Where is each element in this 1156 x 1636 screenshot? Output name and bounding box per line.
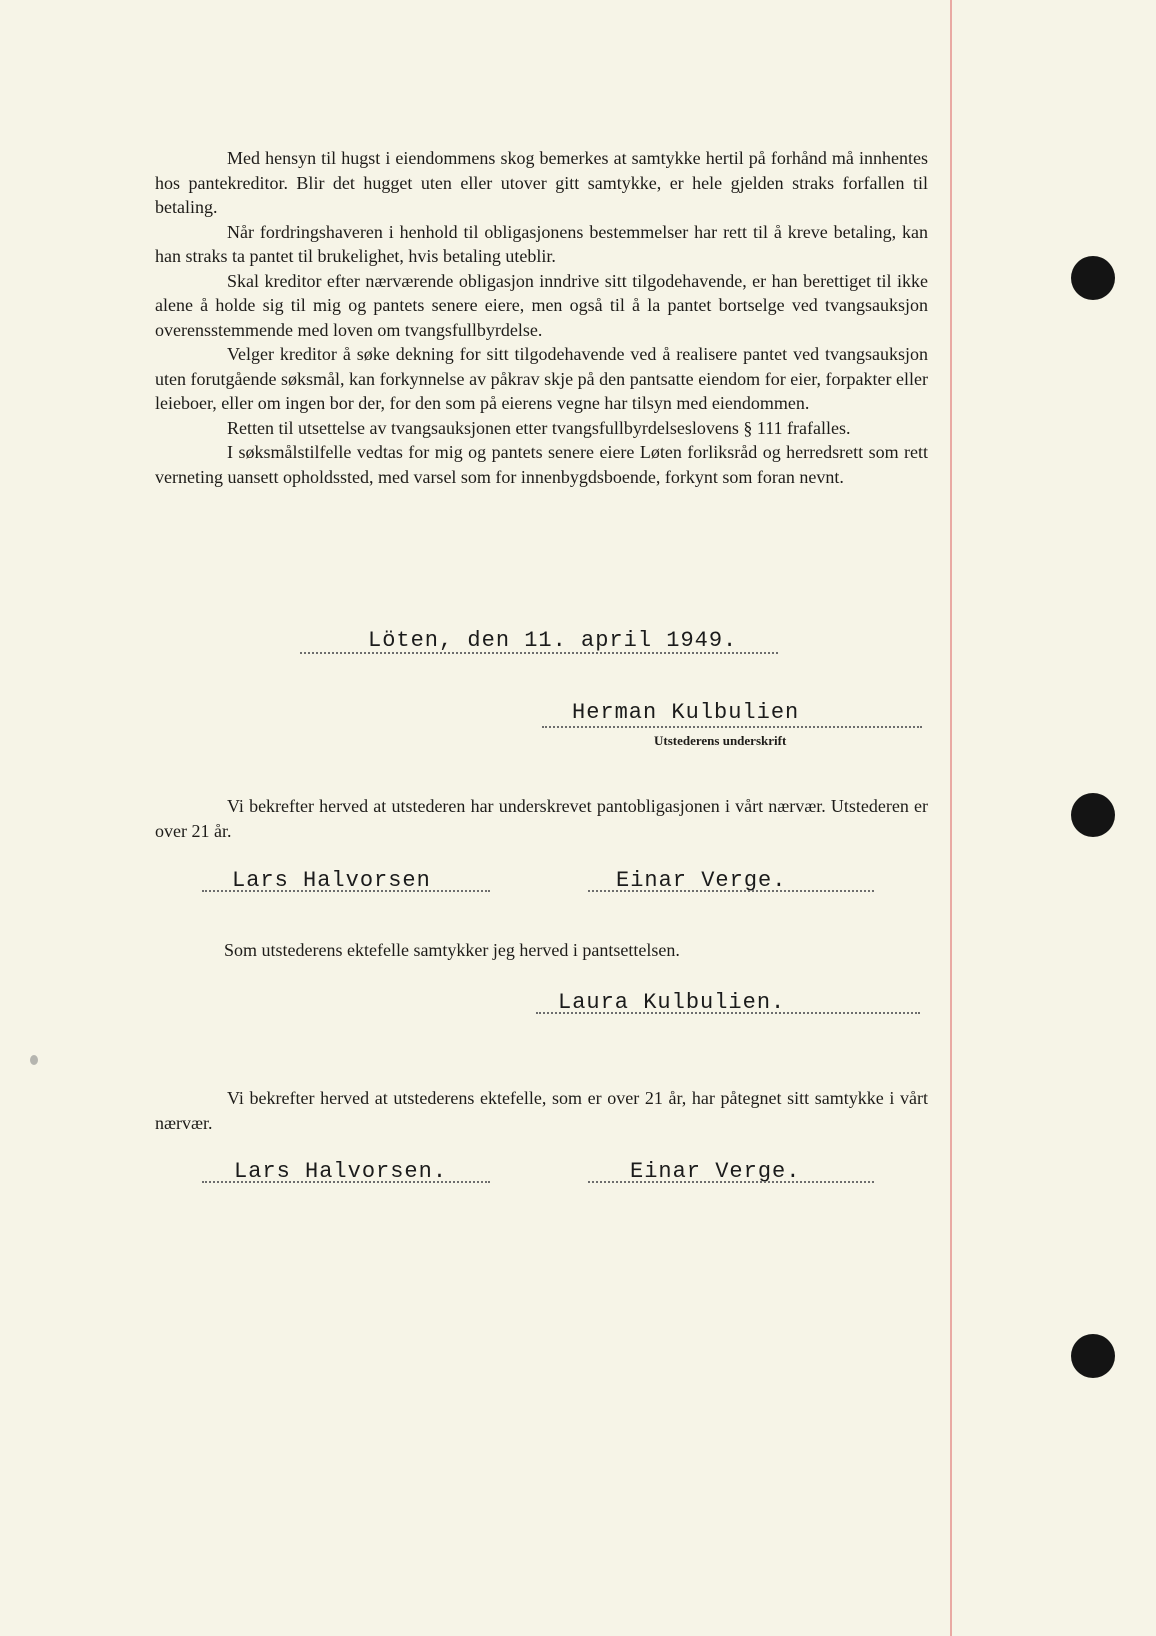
paragraph-postponement: Retten til utsettelse av tvangsauksjonen etter tvangsfullbyrdelseslovens § 111 frafalles. (227, 417, 851, 438)
spouse-witness-statement: Vi bekrefter herved at utstederens ektefelle, som er over 21 år, har påtegnet sitt samtykke i vårt nærvær. (155, 1088, 928, 1133)
red-margin-line (950, 0, 952, 1636)
witness-statement: Vi bekrefter herved at utstederen har underskrevet pantobligasjonen i vårt nærvær. Utstederen er over 21 år. (155, 796, 928, 841)
spouse-signature-line (536, 1012, 920, 1014)
ink-smudge (30, 1055, 38, 1065)
issuer-signature: Herman Kulbulien (572, 700, 800, 725)
witness-line-1 (202, 890, 490, 892)
spouse-signature: Laura Kulbulien. (558, 990, 786, 1015)
paragraph-collection: Skal kreditor efter nærværende obligasjon inndrive sitt tilgodehavende, er han berettiget til ikke alene å holde sig til mig og pantets senere eiere, men også til å la pantet bortselge ved tvangsauksjon overensstemmende med loven om tvangsfullbyrdelse. (155, 270, 928, 340)
paragraph-logging: Med hensyn til hugst i eiendommens skog bemerkes at samtykke hertil på forhånd må innhentes hos pantekreditor. Blir det hugget uten eller utover gitt samtykke, er hele gjelden straks forfallen til betaling. (155, 148, 928, 217)
spouse-witness-signature-1: Lars Halvorsen. (234, 1159, 448, 1184)
punch-hole (1071, 256, 1115, 300)
witness-line-2 (588, 890, 874, 892)
spouse-witness-line-2 (588, 1181, 874, 1183)
mortgage-terms (155, 146, 928, 489)
issuer-signature-caption: Utstederens underskrift (654, 733, 787, 748)
place-date: Löten, den 11. april 1949. (368, 628, 738, 653)
place-date-line (300, 652, 778, 654)
spouse-witness-signature-2: Einar Verge. (630, 1159, 801, 1184)
punch-hole (1071, 1334, 1115, 1378)
paragraph-payment: Når fordringshaveren i henhold til obligasjonens bestemmelser har rett til å kreve betaling, kan han straks ta pantet til brukelighet, hvis betaling uteblir. (155, 221, 928, 266)
witness-signature-2: Einar Verge. (616, 868, 787, 893)
issuer-signature-line (542, 726, 922, 728)
witness-signature-1: Lars Halvorsen (232, 868, 431, 893)
spouse-witness-line-1 (202, 1181, 490, 1183)
spouse-consent: Som utstederens ektefelle samtykker jeg herved i pantsettelsen. (224, 940, 680, 960)
paragraph-venue: I søksmålstilfelle vedtas for mig og pantets senere eiere Løten forliksråd og herredsrett som rett verneting uansett opholdssted, med varsel som for innenbygdsboende, forkynt som foran nevnt. (155, 442, 928, 487)
punch-hole (1071, 793, 1115, 837)
paragraph-auction: Velger kreditor å søke dekning for sitt tilgodehavende ved å realisere pantet ved tvangsauksjon uten forutgående søksmål, kan forkynnelse av påkrav skje på den pantsatte eiendom for eier, forpakter eller leieboer, eller om ingen bor der, for den som på eierens vegne har tilsyn med eiendommen. (155, 344, 928, 413)
